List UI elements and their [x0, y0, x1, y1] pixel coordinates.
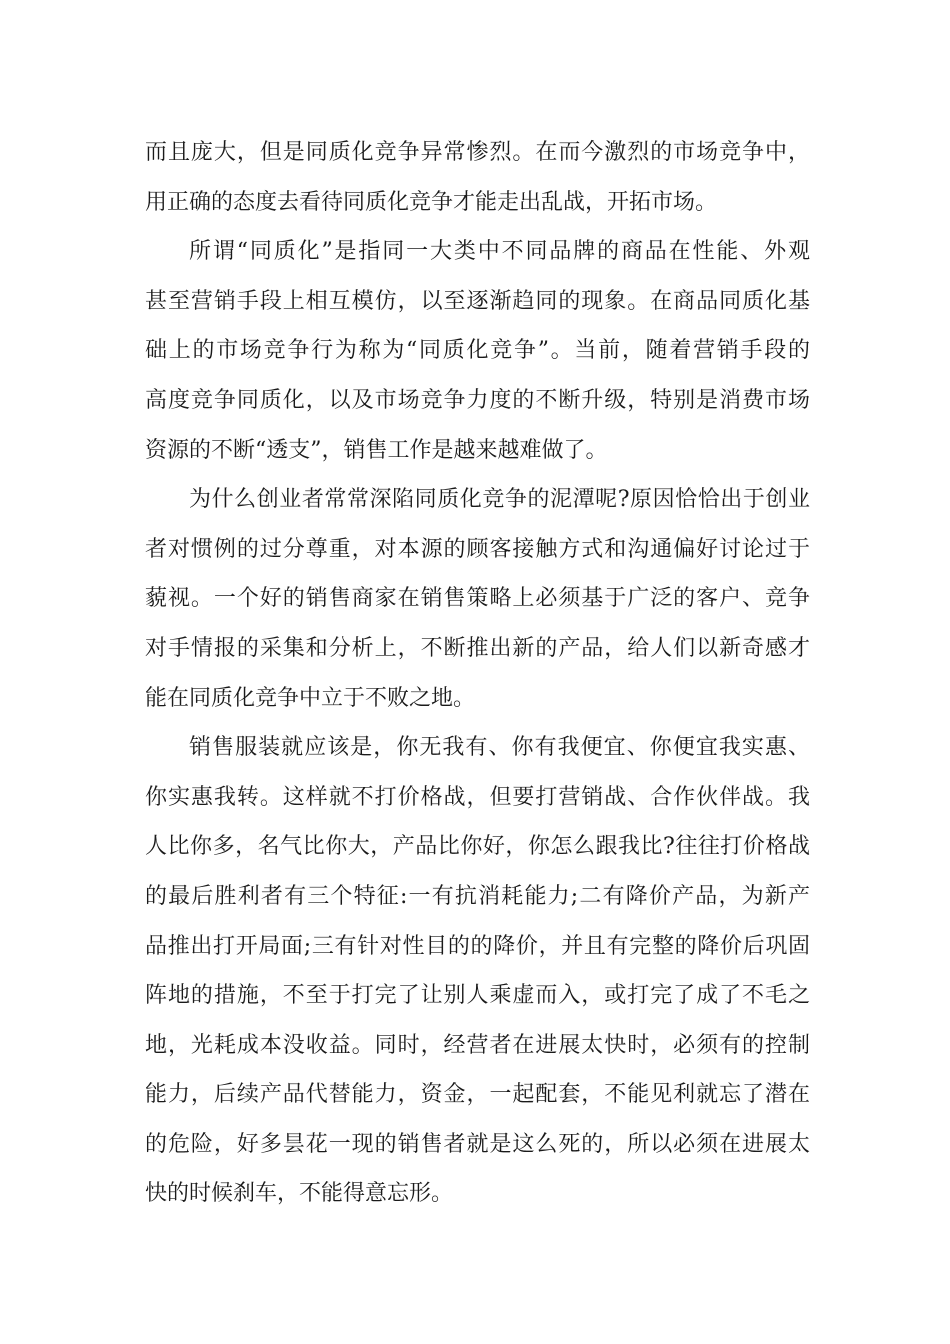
paragraph-first-line: 所谓“同质化”是指同一大类中不同品牌的商品在性能、外观 [189, 239, 810, 265]
paragraph-first-line: 销售服装就应该是，你无我有、你有我便宜、你便宜我实惠、 [189, 735, 810, 761]
text-line: 你实惠我转。这样就不打价格战，但要打营销战、合作伙伴战。我 [145, 784, 810, 810]
text-line: 人比你多，名气比你大，产品比你好，你怎么跟我比?往往打价格战 [145, 834, 810, 860]
text-line: 甚至营销手段上相互模仿，以至逐渐趋同的现象。在商品同质化基 [145, 288, 810, 314]
document-body [145, 128, 810, 1219]
text-line: 础上的市场竞争行为称为“同质化竞争”。当前，随着营销手段的 [145, 338, 810, 364]
text-line: 能在同质化竞争中立于不败之地。 [145, 685, 476, 711]
text-line: 的最后胜利者有三个特征:一有抗消耗能力;二有降价产品，为新产 [145, 883, 810, 909]
text-line: 资源的不断“透支”，销售工作是越来越难做了。 [145, 437, 608, 463]
text-line: 的危险，好多昙花一现的销售者就是这么死的，所以必须在进展太 [145, 1131, 810, 1157]
text-line: 而且庞大，但是同质化竞争异常惨烈。在而今激烈的市场竞争中， [145, 140, 810, 165]
text-line: 对手情报的采集和分析上，不断推出新的产品，给人们以新奇感才 [145, 635, 810, 661]
text-line: 品推出打开局面;三有针对性目的的降价，并且有完整的降价后巩固 [145, 933, 810, 959]
text-line: 者对惯例的过分尊重，对本源的顾客接触方式和沟通偏好讨论过于 [145, 536, 810, 562]
text-line: 地，光耗成本没收益。同时，经营者在进展太快时，必须有的控制 [145, 1032, 810, 1058]
text-line: 用正确的态度去看待同质化竞争才能走出乱战，开拓市场。 [145, 189, 718, 215]
text-line: 阵地的措施，不至于打完了让别人乘虚而入，或打完了成了不毛之 [145, 983, 810, 1009]
paragraph-first-line: 为什么创业者常常深陷同质化竞争的泥潭呢?原因恰恰出于创业 [189, 487, 810, 513]
text-line: 高度竞争同质化，以及市场竞争力度的不断升级，特别是消费市场 [145, 387, 810, 413]
text-line: 快的时候刹车，不能得意忘形。 [145, 1181, 454, 1207]
text-line: 藐视。一个好的销售商家在销售策略上必须基于广泛的客户、竞争 [145, 586, 810, 612]
text-line: 能力，后续产品代替能力，资金，一起配套，不能见利就忘了潜在 [145, 1082, 810, 1108]
